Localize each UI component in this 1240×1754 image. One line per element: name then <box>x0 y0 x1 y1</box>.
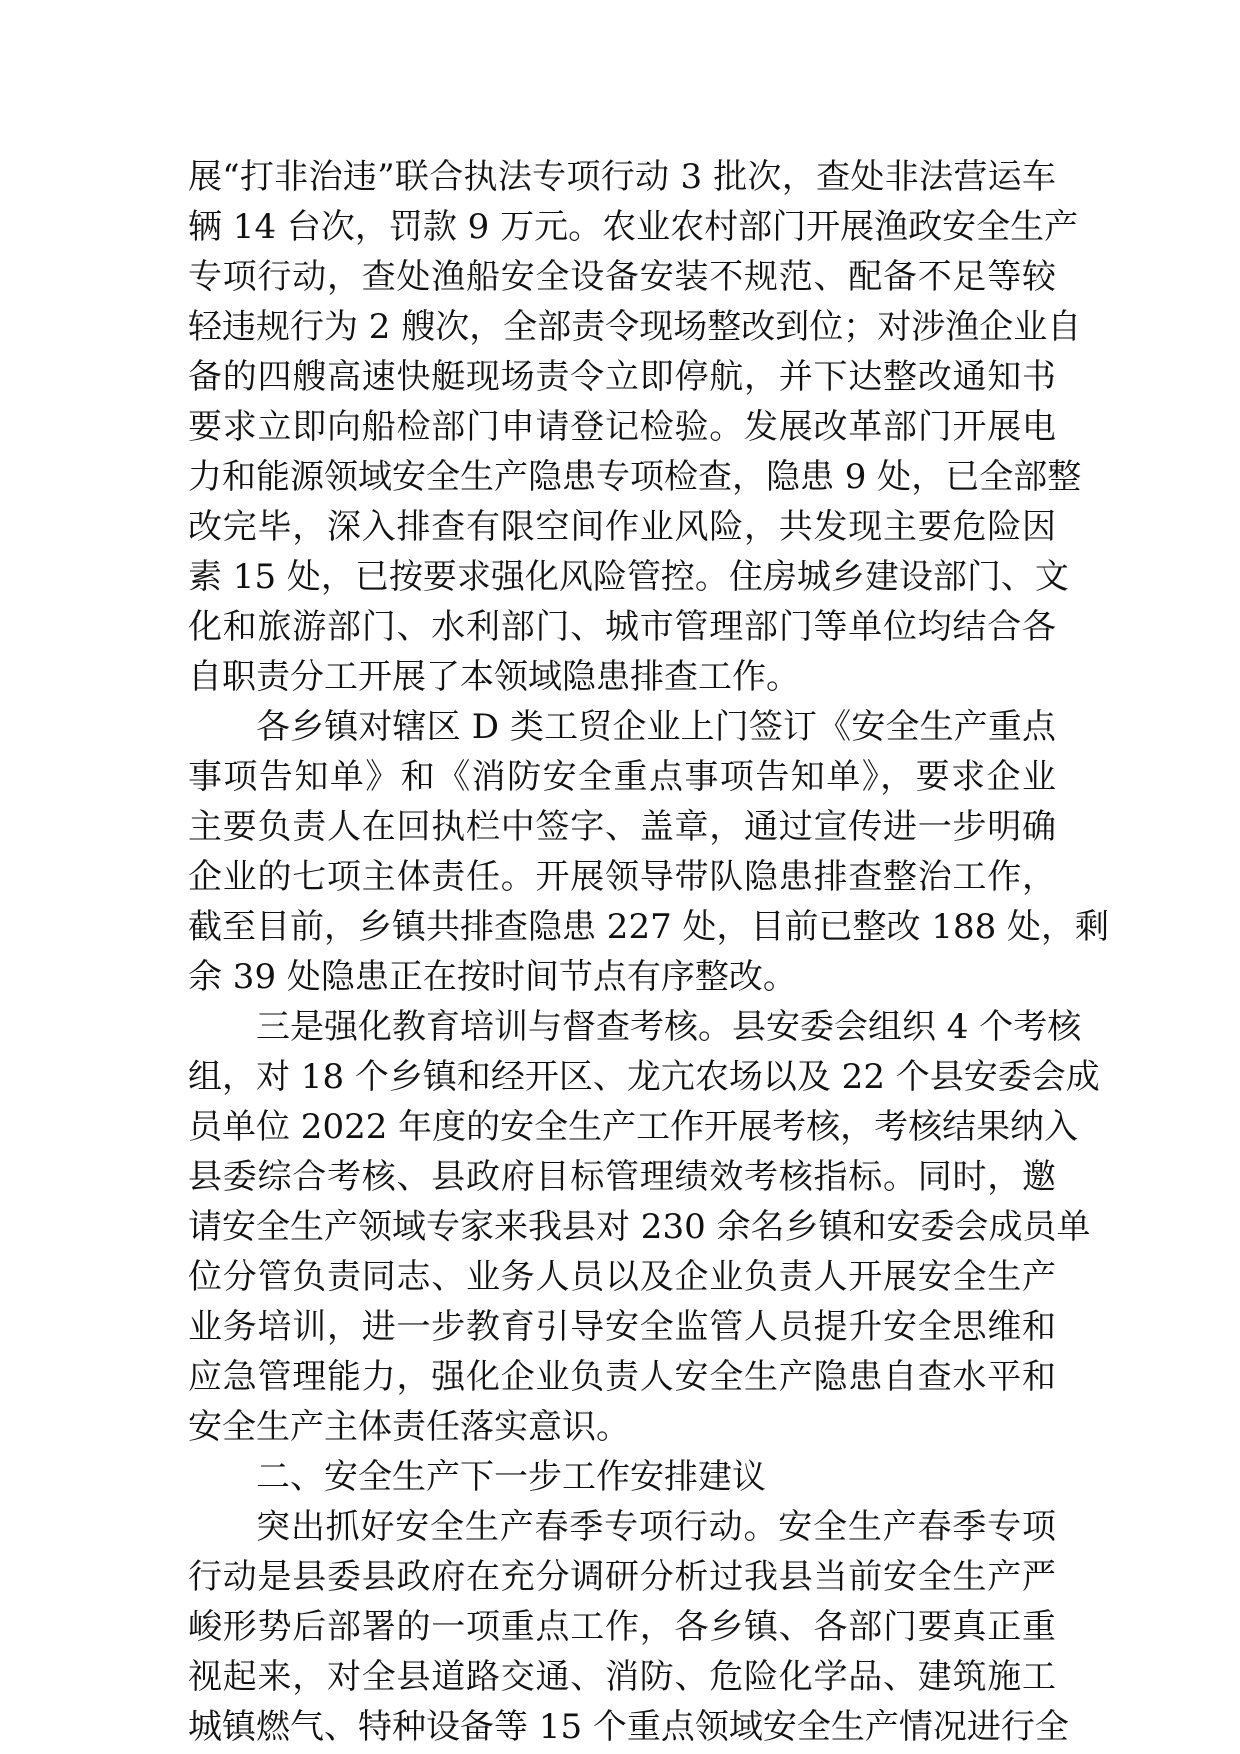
paragraph-training-assessment <box>188 1002 1100 1452</box>
text-line: 余 39 处隐患正在按时间节点有序整改。 <box>188 957 797 997</box>
section-heading: 二、安全生产下一步工作安排建议 <box>256 1457 766 1497</box>
text-line: 突出抓好安全生产春季专项行动。安全生产春季专项 <box>256 1507 1056 1547</box>
paragraph-spring-campaign <box>188 1502 1069 1752</box>
text-line: 展“打非治违”联合执法专项行动 3 批次，查处非法营运车 <box>188 157 1056 197</box>
text-line: 视起来，对全县道路交通、消防、危险化学品、建筑施工 <box>188 1657 1056 1697</box>
text-line: 轻违规行为 2 艘次，全部责令现场整改到位；对涉渔企业自 <box>188 307 1082 347</box>
text-line: 力和能源领域安全生产隐患专项检查，隐患 9 处，已全部整 <box>188 457 1082 497</box>
section-heading-next-steps <box>188 1452 1056 1502</box>
text-line: 峻形势后部署的一项重点工作，各乡镇、各部门要真正重 <box>188 1607 1056 1647</box>
text-line: 县委综合考核、县政府目标管理绩效考核指标。同时，邀 <box>188 1157 1056 1197</box>
text-line: 各乡镇对辖区 D 类工贸企业上门签订《安全生产重点 <box>256 707 1056 747</box>
text-line: 业务培训，进一步教育引导安全监管人员提升安全思维和 <box>188 1307 1056 1347</box>
text-line: 自职责分工开展了本领域隐患排查工作。 <box>188 657 800 697</box>
text-line: 事项告知单》和《消防安全重点事项告知单》，要求企业 <box>188 757 1056 797</box>
text-line: 员单位 2022 年度的安全生产工作开展考核，考核结果纳入 <box>188 1107 1079 1147</box>
text-line: 要求立即向船检部门申请登记检验。发展改革部门开展电 <box>188 407 1056 447</box>
text-line: 主要负责人在回执栏中签字、盖章，通过宣传进一步明确 <box>188 807 1056 847</box>
text-line: 化和旅游部门、水利部门、城市管理部门等单位均结合各 <box>188 607 1056 647</box>
text-line: 素 15 处，已按要求强化风险管控。住房城乡建设部门、文 <box>188 557 1069 597</box>
text-line: 三是强化教育培训与督查考核。县安委会组织 4 个考核 <box>256 1007 1082 1047</box>
paragraph-enforcement-results <box>188 152 1082 702</box>
text-line: 截至目前，乡镇共排查隐患 227 处，目前已整改 188 处，剩 <box>188 907 1110 947</box>
text-line: 位分管负责同志、业务人员以及企业负责人开展安全生产 <box>188 1257 1056 1297</box>
text-line: 辆 14 台次，罚款 9 万元。农业农村部门开展渔政安全生产 <box>188 207 1079 247</box>
paragraph-township-inspections <box>188 702 1110 1002</box>
text-line: 企业的七项主体责任。开展领导带队隐患排查整治工作， <box>188 857 1056 897</box>
text-line: 城镇燃气、特种设备等 15 个重点领域安全生产情况进行全 <box>188 1707 1069 1747</box>
text-line: 专项行动，查处渔船安全设备安装不规范、配备不足等较 <box>188 257 1056 297</box>
text-line: 安全生产主体责任落实意识。 <box>188 1407 630 1447</box>
document-page <box>188 152 1110 1752</box>
text-line: 行动是县委县政府在充分调研分析过我县当前安全生产严 <box>188 1557 1056 1597</box>
text-line: 请安全生产领域专家来我县对 230 余名乡镇和安委会成员单 <box>188 1207 1091 1247</box>
text-line: 改完毕，深入排查有限空间作业风险，共发现主要危险因 <box>188 507 1056 547</box>
text-line: 应急管理能力，强化企业负责人安全生产隐患自查水平和 <box>188 1357 1056 1397</box>
text-line: 备的四艘高速快艇现场责令立即停航，并下达整改通知书 <box>188 357 1056 397</box>
text-line: 组，对 18 个乡镇和经开区、龙亢农场以及 22 个县安委会成 <box>188 1057 1100 1097</box>
